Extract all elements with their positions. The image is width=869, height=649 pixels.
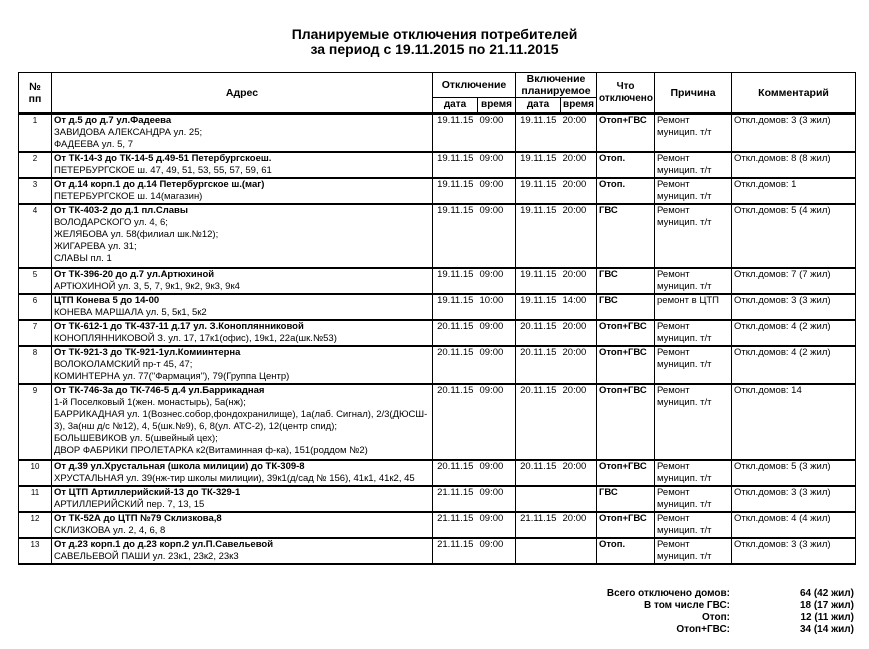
address-cell [52,384,433,460]
address-heading: От ТК-52А до ЦТП №79 Склизкова,8 [54,513,222,524]
reason-line1: Ремонт [657,461,690,472]
reason-cell [655,346,732,384]
comment-cell: Откл.домов: 4 (2 жил) [732,346,856,384]
address-cell [52,204,433,268]
header-on-date: дата [516,98,561,114]
address-line: БАРРИКАДНАЯ ул. 1(Вознес.собор,фондохранилище), 1а(лаб. Сигнал), 2/3(ДЮСШ- [54,409,428,420]
address-line: 3), 3а(нш д/с №12), 4, 5(шк.№9), 6, 8(ул. АТС-2), 12(центр спид); [54,421,338,432]
reason-line1: ремонт в ЦТП [657,295,719,306]
page-subtitle: за период с 19.11.2015 по 21.11.2015 [310,41,559,57]
address-cell [52,152,433,178]
on-time: 20:00 [561,512,597,538]
reason-cell [655,268,732,294]
on-time: 20:00 [561,346,597,384]
on-time: 20:00 [561,204,597,268]
on-time: 20:00 [561,384,597,460]
address-heading: От д.14 корп.1 до д.14 Петербургское ш.(маг) [54,179,265,190]
off-date: 20.11.15 [433,384,478,460]
table-row [19,384,856,460]
off-time: 09:00 [478,268,516,294]
totals-row [540,588,854,600]
address-line: ЖИГАРЕВА ул. 31; [54,241,137,252]
table-row [19,114,856,153]
on-date: 19.11.15 [516,268,561,294]
table-row [19,460,856,486]
address-cell [52,346,433,384]
address-heading: От ТК-921-3 до ТК-921-1ул.Комиинтерна [54,347,241,358]
address-line: КОНОПЛЯННИКОВОЙ З. ул. 17, 17к1(офис), 19к1, 22а(шк.№53) [54,333,337,344]
off-time: 09:00 [478,538,516,564]
row-number: 11 [19,486,52,512]
what-off: Отоп+ГВС [597,346,655,384]
address-cell [52,114,433,153]
address-line: СЛАВЫ пл. 1 [54,253,112,264]
on-date: 19.11.15 [516,152,561,178]
what-off: Отоп. [597,178,655,204]
address-heading: ЦТП Конева 5 до 14-00 [54,295,160,306]
what-off: Отоп. [597,538,655,564]
address-cell [52,512,433,538]
address-line: ДВОР ФАБРИКИ ПРОЛЕТАРКА к2(Витаминная ф-ка), 151(роддом №2) [54,445,368,456]
reason-line2: муницип. т/т [657,473,712,484]
reason-line2: муницип. т/т [657,499,712,510]
row-number: 13 [19,538,52,564]
address-heading: От ТК-14-3 до ТК-14-5 д.49-51 Петербургскоеш. [54,153,272,164]
address-line: ВОЛОКОЛАМСКИЙ пр-т 45, 47; [54,359,193,370]
comment-cell: Откл.домов: 5 (3 жил) [732,460,856,486]
address-heading: От ТК-396-20 до д.7 ул.Артюхиной [54,269,215,280]
reason-line2: муницип. т/т [657,333,712,344]
header-on-time: время [561,98,597,114]
totals-value: 12 (11 жил) [800,612,854,623]
table-row [19,152,856,178]
header-off-date: дата [433,98,478,114]
address-line: СКЛИЗКОВА ул. 2, 4, 6, 8 [54,525,166,536]
address-cell [52,268,433,294]
on-time: 20:00 [561,460,597,486]
row-number: 1 [19,114,52,153]
comment-cell: Откл.домов: 14 [732,384,856,460]
comment-cell: Откл.домов: 3 (3 жил) [732,114,856,153]
address-cell [52,486,433,512]
what-off: Отоп+ГВС [597,384,655,460]
reason-line2: муницип. т/т [657,525,712,536]
reason-line1: Ремонт [657,539,690,550]
header-reason: Причина [655,73,732,114]
row-number: 2 [19,152,52,178]
on-date: 20.11.15 [516,460,561,486]
off-date: 19.11.15 [433,114,478,153]
reason-cell [655,486,732,512]
totals-value: 64 (42 жил) [799,588,854,599]
reason-line2: муницип. т/т [657,397,712,408]
address-cell [52,460,433,486]
reason-line1: Ремонт [657,513,690,524]
off-date: 20.11.15 [433,320,478,346]
totals-row [540,600,854,612]
table-row [19,512,856,538]
totals-label: Отоп+ГВС: [676,624,730,635]
reason-line2: муницип. т/т [657,551,712,562]
off-date: 20.11.15 [433,346,478,384]
address-heading: От ТК-612-1 до ТК-437-11 д.17 ул. З.Коноплянниковой [54,321,304,332]
table-row [19,204,856,268]
reason-line2: муницип. т/т [657,217,712,228]
table-row [19,538,856,564]
what-off: Отоп+ГВС [597,320,655,346]
row-number: 4 [19,204,52,268]
on-time: 20:00 [561,178,597,204]
address-heading: От д.5 до д.7 ул.Фадеева [54,115,172,126]
row-number: 7 [19,320,52,346]
address-line: ЖЕЛЯБОВА ул. 58(филиал шк.№12); [54,229,219,240]
on-time: 20:00 [561,114,597,153]
off-time: 09:00 [478,512,516,538]
reason-cell [655,384,732,460]
reason-line2: муницип. т/т [657,359,712,370]
off-date: 19.11.15 [433,268,478,294]
comment-cell: Откл.домов: 7 (7 жил) [732,268,856,294]
off-date: 19.11.15 [433,178,478,204]
reason-line2: муницип. т/т [657,281,712,292]
what-off: ГВС [597,204,655,268]
totals-row [540,624,854,636]
address-line: ХРУСТАЛЬНАЯ ул. 39(нж-тир школы милиции), 39к1(д/сад № 156), 41к1, 41к2, 45 [54,473,415,484]
off-time: 09:00 [478,114,516,153]
reason-cell [655,294,732,320]
reason-cell [655,512,732,538]
row-number: 10 [19,460,52,486]
on-time: 20:00 [561,152,597,178]
on-time [561,486,597,512]
address-line: ПЕТЕРБУРГСКОЕ ш. 47, 49, 51, 53, 55, 57, 59, 61 [54,165,272,176]
comment-cell: Откл.домов: 3 (3 жил) [732,538,856,564]
address-line: САВЕЛЬЕВОЙ ПАШИ ул. 23к1, 23к2, 23к3 [54,551,239,562]
header-num: № пп [19,73,52,114]
address-line: ВОЛОДАРСКОГО ул. 4, 6; [54,217,168,228]
off-date: 19.11.15 [433,294,478,320]
on-time: 14:00 [561,294,597,320]
header-what: Что отключено [597,73,655,114]
reason-cell [655,178,732,204]
off-time: 09:00 [478,460,516,486]
off-date: 21.11.15 [433,538,478,564]
table-row [19,486,856,512]
off-time: 09:00 [478,178,516,204]
off-time: 10:00 [478,294,516,320]
totals-label: Отоп: [701,612,730,623]
address-cell [52,294,433,320]
table-row [19,320,856,346]
reason-line1: Ремонт [657,205,690,216]
address-heading: От ТК-746-3а до ТК-746-5 д.4 ул.Баррикадная [54,385,265,396]
address-line: КОМИНТЕРНА ул. 77("Фармация"), 79(Группа Центр) [54,371,290,382]
reason-cell [655,538,732,564]
totals-row [540,612,854,624]
comment-cell: Откл.домов: 3 (3 жил) [732,486,856,512]
what-off: ГВС [597,294,655,320]
on-date: 20.11.15 [516,346,561,384]
address-line: АРТЮХИНОЙ ул. 3, 5, 7, 9к1, 9к2, 9к3, 9к4 [54,281,240,292]
address-line: ЗАВИДОВА АЛЕКСАНДРА ул. 25; [54,127,203,138]
row-number: 9 [19,384,52,460]
off-time: 09:00 [478,384,516,460]
reason-line1: Ремонт [657,385,690,396]
row-number: 8 [19,346,52,384]
outage-table [18,72,856,565]
what-off: Отоп+ГВС [597,460,655,486]
on-date: 19.11.15 [516,178,561,204]
reason-line1: Ремонт [657,487,690,498]
address-line: ФАДЕЕВА ул. 5, 7 [54,139,133,150]
header-off: Отключение [433,73,516,98]
comment-cell: Откл.домов: 8 (8 жил) [732,152,856,178]
comment-cell: Откл.домов: 1 [732,178,856,204]
on-date: 21.11.15 [516,512,561,538]
reason-line1: Ремонт [657,153,690,164]
on-date: 19.11.15 [516,294,561,320]
off-date: 20.11.15 [433,460,478,486]
totals-label: Всего отключено домов: [606,588,730,599]
totals-label: В том числе ГВС: [643,600,730,611]
address-line: БОЛЬШЕВИКОВ ул. 5(швейный цех); [54,433,218,444]
address-heading: От ТК-403-2 до д.1 пл.Славы [54,205,188,216]
reason-line2: муницип. т/т [657,191,712,202]
reason-cell [655,460,732,486]
totals-block [540,588,854,636]
header-address: Адрес [52,73,433,114]
off-time: 09:00 [478,346,516,384]
address-cell [52,538,433,564]
on-date: 20.11.15 [516,384,561,460]
on-date: 20.11.15 [516,320,561,346]
on-date: 19.11.15 [516,204,561,268]
on-date [516,538,561,564]
comment-cell: Откл.домов: 5 (4 жил) [732,204,856,268]
off-date: 19.11.15 [433,204,478,268]
header-on: Включение планируемое [516,73,597,98]
off-time: 09:00 [478,320,516,346]
page-title: Планируемые отключения потребителей [291,26,578,42]
row-number: 3 [19,178,52,204]
on-date: 19.11.15 [516,114,561,153]
what-off: ГВС [597,486,655,512]
reason-cell [655,114,732,153]
on-time: 20:00 [561,268,597,294]
on-time [561,538,597,564]
off-time: 09:00 [478,204,516,268]
table-row [19,268,856,294]
address-cell [52,178,433,204]
table-row [19,346,856,384]
off-time: 09:00 [478,152,516,178]
header-comment: Комментарий [732,73,856,114]
reason-cell [655,152,732,178]
table-row [19,294,856,320]
reason-line1: Ремонт [657,347,690,358]
row-number: 6 [19,294,52,320]
what-off: Отоп+ГВС [597,114,655,153]
comment-cell: Откл.домов: 3 (3 жил) [732,294,856,320]
address-line: 1-й Поселковый 1(жен. монастырь), 5а(нж); [54,397,246,408]
comment-cell: Откл.домов: 4 (4 жил) [732,512,856,538]
reason-line1: Ремонт [657,269,690,280]
what-off: Отоп. [597,152,655,178]
reason-line1: Ремонт [657,115,690,126]
address-heading: От д.39 ул.Хрустальная (школа милиции) до ТК-309-8 [54,461,305,472]
reason-line1: Ремонт [657,179,690,190]
reason-line1: Ремонт [657,321,690,332]
what-off: ГВС [597,268,655,294]
address-cell [52,320,433,346]
off-date: 21.11.15 [433,486,478,512]
row-number: 5 [19,268,52,294]
address-heading: От д.23 корп.1 до д.23 корп.2 ул.П.Савельевой [54,539,274,550]
on-date [516,486,561,512]
address-line: ПЕТЕРБУРГСКОЕ ш. 14(магазин) [54,191,203,202]
address-heading: От ЦТП Артиллерийский-13 до ТК-329-1 [54,487,241,498]
reason-line2: муницип. т/т [657,127,712,138]
what-off: Отоп+ГВС [597,512,655,538]
reason-cell [655,320,732,346]
totals-value: 34 (14 жил) [799,624,854,635]
off-date: 19.11.15 [433,152,478,178]
totals-value: 18 (17 жил) [799,600,854,611]
comment-cell: Откл.домов: 4 (2 жил) [732,320,856,346]
off-date: 21.11.15 [433,512,478,538]
reason-cell [655,204,732,268]
reason-line2: муницип. т/т [657,165,712,176]
row-number: 12 [19,512,52,538]
header-off-time: время [478,98,516,114]
address-line: АРТИЛЛЕРИЙСКИЙ пер. 7, 13, 15 [54,499,205,510]
on-time: 20:00 [561,320,597,346]
off-time: 09:00 [478,486,516,512]
table-row [19,178,856,204]
address-line: КОНЕВА МАРШАЛА ул. 5, 5к1, 5к2 [54,307,207,318]
